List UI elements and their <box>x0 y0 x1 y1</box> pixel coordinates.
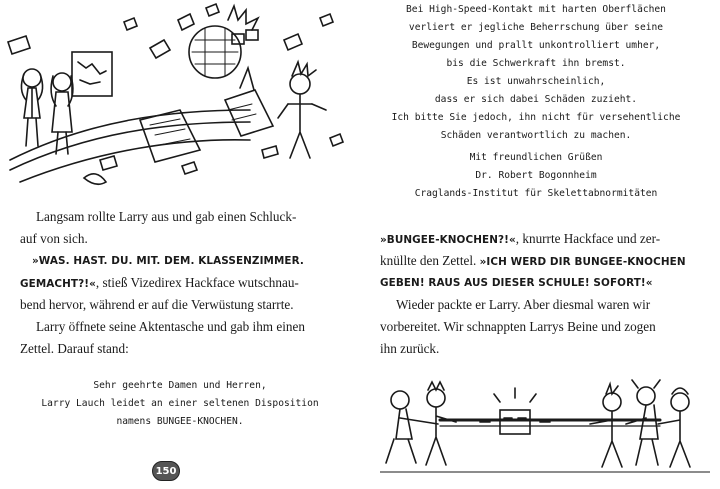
right-p1-line1 <box>380 228 660 251</box>
note-cont-line5: Es ist unwahrscheinlich, <box>466 76 606 87</box>
note-cont-line6: dass er sich dabei Schäden zuzieht. <box>434 94 638 105</box>
left-p2-line2-shout: GEMACHT?!« <box>20 278 96 290</box>
left-p2-line3: bend hervor, während er auf die Verwüstung starrte. <box>20 297 294 312</box>
right-p2-line1: Wieder packte er Larry. Aber diesmal waren wir <box>396 297 651 312</box>
classroom-chaos-illustration <box>0 0 360 200</box>
left-p3-line2: Zettel. Darauf stand: <box>20 341 129 356</box>
note-cont-line2: verliert er jegliche Beherrschung über seine <box>408 22 664 33</box>
left-p1-line2: auf von sich. <box>20 231 88 246</box>
right-p2-line2: vorbereitet. Wir schnappten Larrys Beine und zogen <box>380 319 656 334</box>
right-p2-line3: ihn zurück. <box>380 341 440 356</box>
right-p1-line2-shout: »ICH WERD DIR BUNGEE-KNOCHEN <box>479 256 686 268</box>
right-p1-line1-rest: , knurrte Hackface und zer- <box>515 231 661 246</box>
note-institute: Craglands-Institut für Skelettabnormitäten <box>414 188 658 199</box>
note-signature: Dr. Robert Bogonnheim <box>475 170 597 181</box>
note-line2: Larry Lauch leidet an einer seltenen Disposition <box>41 398 319 409</box>
left-p2-line2 <box>20 272 299 295</box>
note-cont-line1: Bei High-Speed-Kontakt mit harten Oberflächen <box>406 4 666 15</box>
right-p1-line2-start: knüllte den Zettel. <box>380 253 480 268</box>
right-page <box>360 0 720 489</box>
left-p3-line1: Larry öffnete seine Aktentasche und gab ihm einen <box>36 319 305 334</box>
note-signoff: Mit freundlichen Grüßen <box>469 152 603 163</box>
note-cont-line7: Ich bitte Sie jedoch, ihn nicht für versehentliche <box>391 112 681 123</box>
left-p2-line1-shout: »WAS. HAST. DU. MIT. DEM. KLASSENZIMMER. <box>32 255 304 267</box>
note-line1: Sehr geehrte Damen und Herren, <box>93 380 267 391</box>
classroom-chaos-drawing <box>0 0 360 200</box>
page-number-badge: 150 <box>152 461 180 481</box>
right-p1-line1-shout: »BUNGEE-KNOCHEN?!« <box>380 234 516 246</box>
right-p1-line3-shout: GEBEN! RAUS AUS DIESER SCHULE! SOFORT!« <box>380 277 653 289</box>
note-cont-line8: Schäden verantwortlich zu machen. <box>440 130 632 141</box>
tug-of-war-drawing <box>380 368 710 480</box>
tug-of-war-illustration <box>380 368 710 480</box>
left-p1-line1: Langsam rollte Larry aus und gab einen Schluck- <box>36 209 297 224</box>
right-p1-line2 <box>380 250 686 273</box>
note-cont-line4: bis die Schwerkraft ihn bremst. <box>446 58 626 69</box>
note-line3: namens BUNGEE-KNOCHEN. <box>116 416 244 427</box>
note-cont-line3: Bewegungen und prallt unkontrolliert umher, <box>411 40 661 51</box>
left-p2-line2-rest: , stieß Vizedirex Hackface wutschnau- <box>95 275 299 290</box>
